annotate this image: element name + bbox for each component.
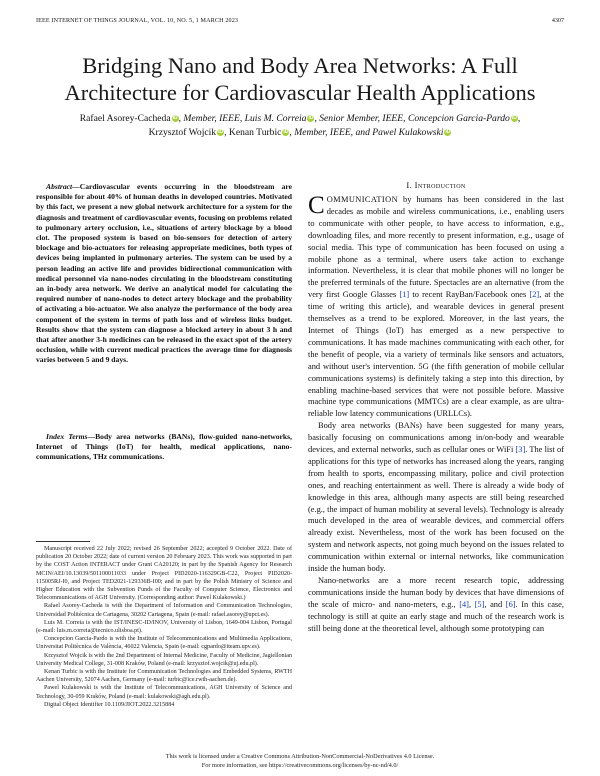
paragraph-text: to recent RayBan/Facebook ones [409, 290, 530, 300]
index-terms [36, 432, 292, 463]
author-affil-text: , Member, IEEE, and Pawel Kulakowski [289, 127, 444, 138]
license-notice [0, 753, 600, 770]
orcid-icon[interactable]: iD [172, 115, 178, 121]
footnote-divider [36, 541, 90, 542]
citation-link[interactable]: [1] [399, 290, 410, 300]
orcid-icon[interactable]: iD [445, 129, 451, 135]
orcid-icon[interactable]: iD [283, 129, 289, 135]
author-affil-text: , Senior Member, IEEE, Concepcion Garcia-Pardo [314, 113, 510, 124]
author-name: , Kenan Turbic [224, 127, 282, 138]
citation-link[interactable]: [2] [529, 290, 540, 300]
paragraph [308, 420, 564, 575]
introduction-body [308, 194, 564, 635]
paragraph-text: , [468, 599, 475, 609]
title-line-1: Bridging Nano and Body Area Networks: A Full [82, 53, 518, 78]
footnote-affiliation: Concepcion Garcia-Pardo is with the Institute of Telecommunications and Multimedia Applications, Universitat Politècnica de València, 46022 Valencia, Spain (e-mail: cgpardo@iteam.upv.es). [36, 636, 292, 651]
author-line-1 [40, 112, 560, 126]
abstract [36, 182, 292, 366]
paragraph [308, 575, 564, 635]
paragraph [308, 194, 564, 420]
citation-link[interactable]: [4] [459, 599, 469, 609]
orcid-icon[interactable]: iD [511, 115, 517, 121]
orcid-icon[interactable]: iD [308, 115, 314, 121]
footnotes [36, 545, 292, 709]
page-number: 4307 [551, 18, 564, 24]
abstract-text: Cardiovascular events occurring in the bloodstream are responsible for about 40% of human deaths in developed countries. Motivated by this fact, we present a new global network architecture for a system for the diagnosis and treatment of cardiovascular events, focusing on problems related to pulmonary artery occlusion, i.e., situations of artery blockage by a blood clot. The proposed system is based on bio-sensors for detection of artery blockage and bio-actuators for releasing appropriate medicines, both types of devices being implanted in pulmonary arteries. The system can be used by a person leading an active life and provides bidirectional communication with medical personnel via nano-nodes circulating in the bloodstream constituting an in-body area network. We derive an analytical model for calculating the required number of nano-nodes to detect artery blockage and the probability of activating a bio-actuator. We also analyze the performance of the body area component of the system in terms of path loss and of wireless links budget. Results show that the system can diagnose a blocked artery in about 3 h and that after another 3-h medicines can be released in the exact spot of the artery occlusion, while with current medical practices the average time for diagnosis varies between 5 and 9 days. [36, 182, 292, 365]
footnote-affiliation: Krzysztof Wojcik is with the 2nd Department of Internal Medicine, Faculty of Medicine, Jagiellonian University Medical College, 31-008 Kraków, Poland (e-mail: krzysztof.wojcik@uj.edu.pl). [36, 652, 292, 667]
citation-link[interactable]: [6] [505, 599, 516, 609]
author-line-2 [40, 126, 560, 140]
author-list [40, 112, 560, 140]
author-name: Krzysztof Wojcik [148, 127, 217, 138]
author-name: Rafael Asorey-Cacheda [79, 113, 171, 124]
running-header: IEEE INTERNET OF THINGS JOURNAL, VOL. 10, NO. 5, 1 MARCH 2023 [36, 18, 239, 24]
citation-link[interactable]: [3] [515, 445, 526, 455]
citation-link[interactable]: [5] [474, 599, 485, 609]
first-word: OMMUNICATION [326, 195, 399, 204]
title-line-2: Architecture for Cardiovascular Health Applications [64, 80, 536, 105]
footnote-manuscript: Manuscript received 22 July 2022; revised 26 September 2022; accepted 9 October 2022. Date of publication 20 October 2022; date of current version 20 February 2023. This work was supported in part by the COST Action INTERACT under Grant CA20120; in part by the Spanish Agency for Research MCIN/AEI/10.13039/501100011033 under Project PID2020-116329GB-C22, Project PID2020-115005RJ-I0, and Project TED2021-129336B-I00; and in part by the Polish Ministry of Science and Higher Education with the Subvention Funds of the Faculty of Computer Science, Electronics and Telecommunications of AGH University. (Corresponding author: Pawel Kulakowski.) [36, 546, 292, 602]
paragraph-text: by humans has been considered in the last decades as mobile and wireless communications, i.e., enabling users to communicate with other people, to have access to information, e.g., downloading files, and more recently to present information, e.g., usage of social media. This type of communication has been focused on using a mobile phone as a terminal, where users take action to exchange information. Nevertheless, it is clear that mobile phones will no longer be the preferred terminals of the future. Spectacles are an alternative (from the very first Google Glasses [308, 195, 564, 300]
paragraph-text: . In this case, technology is still at quite an early stage and much of the research work is still being done at the theoretical level, although some prototyping can [308, 599, 564, 633]
orcid-icon[interactable]: iD [218, 129, 224, 135]
index-terms-label: Index Terms— [46, 432, 96, 441]
footnote-affiliation: Luis M. Correia is with the IST/INESC-ID/INOV, University of Lisbon, 1649-004 Lisbon, Portugal (e-mail: luis.m.correia@tecnico.ulisboa.pt). [36, 619, 292, 635]
paragraph-text: . The list of applications for this type of networks has increased along the years, ranging from health to sports, encompassing military, police and civil protection ones, and reaching entertainment as well. There is already a wide body of knowledge in this area, although many aspects are still being researched (e.g., the impact of human mobility at several levels). Technology is already much developed in the area of wearable devices, and commercial offers already exist. Nevertheless, most of the work has been focused on the system and network aspects, not going much beyond on the issues related to communication within external or internal networks, like communication inside the human body. [308, 445, 564, 574]
author-affil-text: , Member, IEEE, Luis M. Correia [178, 113, 307, 124]
footnote-affiliation: Pawel Kulakowski is with the Institute of Telecommunications, AGH University of Science and Technology, 30-059 Kraków, Poland (e-mail: kulakowski@agh.edu.pl). [36, 685, 292, 700]
paper-title [0, 52, 600, 106]
index-terms-text: Body area networks (BANs), flow-guided nano-networks, Internet of Things (IoT) for health, medical applications, nano-communications, THz communications. [36, 432, 292, 462]
paragraph-text: Body area networks (BANs) have been suggested for many years, basically focusing on communications among in/on-body and wearable devices, and external networks, such as cellular ones or WiFi [308, 421, 564, 455]
footnote-doi: Digital Object Identifier 10.1109/JIOT.2022.3215884 [44, 701, 175, 708]
paragraph-text: Nano-networks are a more recent research topic, addressing communications inside the human body by devices that have dimensions of the scale of micro- and nano-meters, e.g., [308, 576, 564, 609]
section-heading: I. Introduction [406, 180, 466, 190]
license-link[interactable]: For more information, see https://creativecommons.org/licenses/by-nc-nd/4.0/ [201, 761, 399, 769]
author-sep: , [517, 113, 521, 124]
abstract-label: Abstract— [46, 182, 80, 191]
drop-cap: C [308, 192, 325, 219]
footnote-affiliation: Kenan Turbic is with the Institute for Communication Technologies and Embedded Systems, RWTH Aachen University, 52074 Aachen, Germany (e-mail: turbic@ice.rwth-aachen.de). [36, 669, 292, 684]
paragraph-text: , and [484, 599, 506, 609]
paragraph-text: , at the time of writing this article), and wearable devices in general present themselves as a trend to be explored. Moreover, in the last years, the Internet of Things (IoT) has emerged as a new perspective to communications. It has made machines communicating with each other, for the benefit of people, via a variety of terminals like sensors and actuators, and without user's intervention. 5G (the fifth generation of mobile cellular communications systems) is definitely taking a step into this direction, by enabling machine-based services that were not possible before. Massive machine type communications (MMTCs) are a clear example, as are ultra-reliable low latency communications (URLLCs). [308, 290, 564, 419]
footnote-affiliation: Rafael Asorey-Cacheda is with the Department of Information and Communication Technologies, Universidad Politécnica de Cartagena, 30202 Cartagena, Spain (e-mail: rafael.asorey@upct.es). [36, 603, 292, 618]
license-line: This work is licensed under a Creative Commons Attribution-NonCommercial-NoDerivatives 4.0 License. [165, 753, 435, 760]
